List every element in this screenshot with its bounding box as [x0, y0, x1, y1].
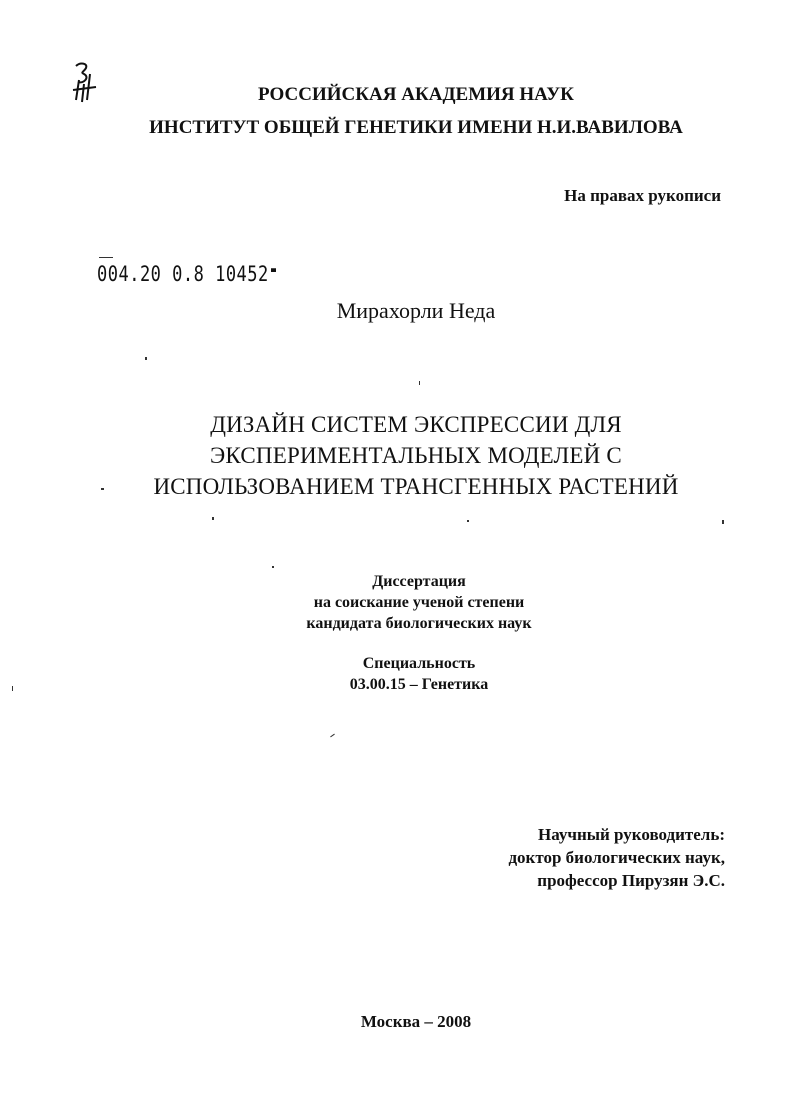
supervisor-name: профессор Пирузян Э.С.	[537, 871, 725, 890]
stamp-dot	[271, 269, 276, 273]
supervisor-label: Научный руководитель:	[538, 825, 725, 844]
title-line-1: ДИЗАЙН СИСТЕМ ЭКСПРЕССИИ ДЛЯ	[210, 412, 622, 437]
specialty-label: Специальность	[362, 655, 476, 672]
degree-line-2: на соискание ученой степени	[313, 594, 525, 611]
title-line-2: ЭКСПЕРИМЕНТАЛЬНЫХ МОДЕЛЕЙ С	[210, 443, 622, 468]
registry-number-stamp	[97, 262, 276, 287]
degree-line-1: Диссертация	[372, 573, 466, 590]
scan-speck	[272, 566, 274, 568]
thesis-title	[0, 409, 799, 502]
scan-speck	[212, 517, 214, 520]
title-line-3: ИСПОЛЬЗОВАНИЕМ ТРАНСГЕННЫХ РАСТЕНИЙ	[153, 474, 679, 499]
academy-name: РОССИЙСКАЯ АКАДЕМИЯ НАУК	[258, 84, 574, 105]
manuscript-rights-note: На правах рукописи	[564, 186, 721, 205]
scan-speck	[145, 357, 147, 360]
stamp-marks	[99, 257, 113, 260]
author-name: Мирахорли Неда	[336, 298, 496, 323]
degree-statement	[0, 571, 799, 634]
institute-name: ИНСТИТУТ ОБЩЕЙ ГЕНЕТИКИ ИМЕНИ Н.И.ВАВИЛОВА	[149, 117, 683, 138]
scan-speck	[330, 734, 335, 738]
scan-speck	[101, 488, 104, 490]
scan-speck	[467, 520, 469, 522]
organization-header	[0, 78, 799, 144]
degree-line-3: кандидата биологических наук	[306, 615, 532, 632]
registry-number: 004.20 0.8 10452	[97, 262, 269, 287]
scan-speck	[12, 686, 13, 691]
scan-speck	[722, 520, 724, 524]
supervisor-info	[508, 823, 725, 892]
specialty	[0, 653, 799, 695]
specialty-value: 03.00.15 – Генетика	[349, 676, 489, 693]
city-year: Москва – 2008	[360, 1012, 472, 1031]
supervisor-degree: доктор биологических наук,	[508, 848, 725, 867]
scan-speck	[419, 381, 420, 385]
